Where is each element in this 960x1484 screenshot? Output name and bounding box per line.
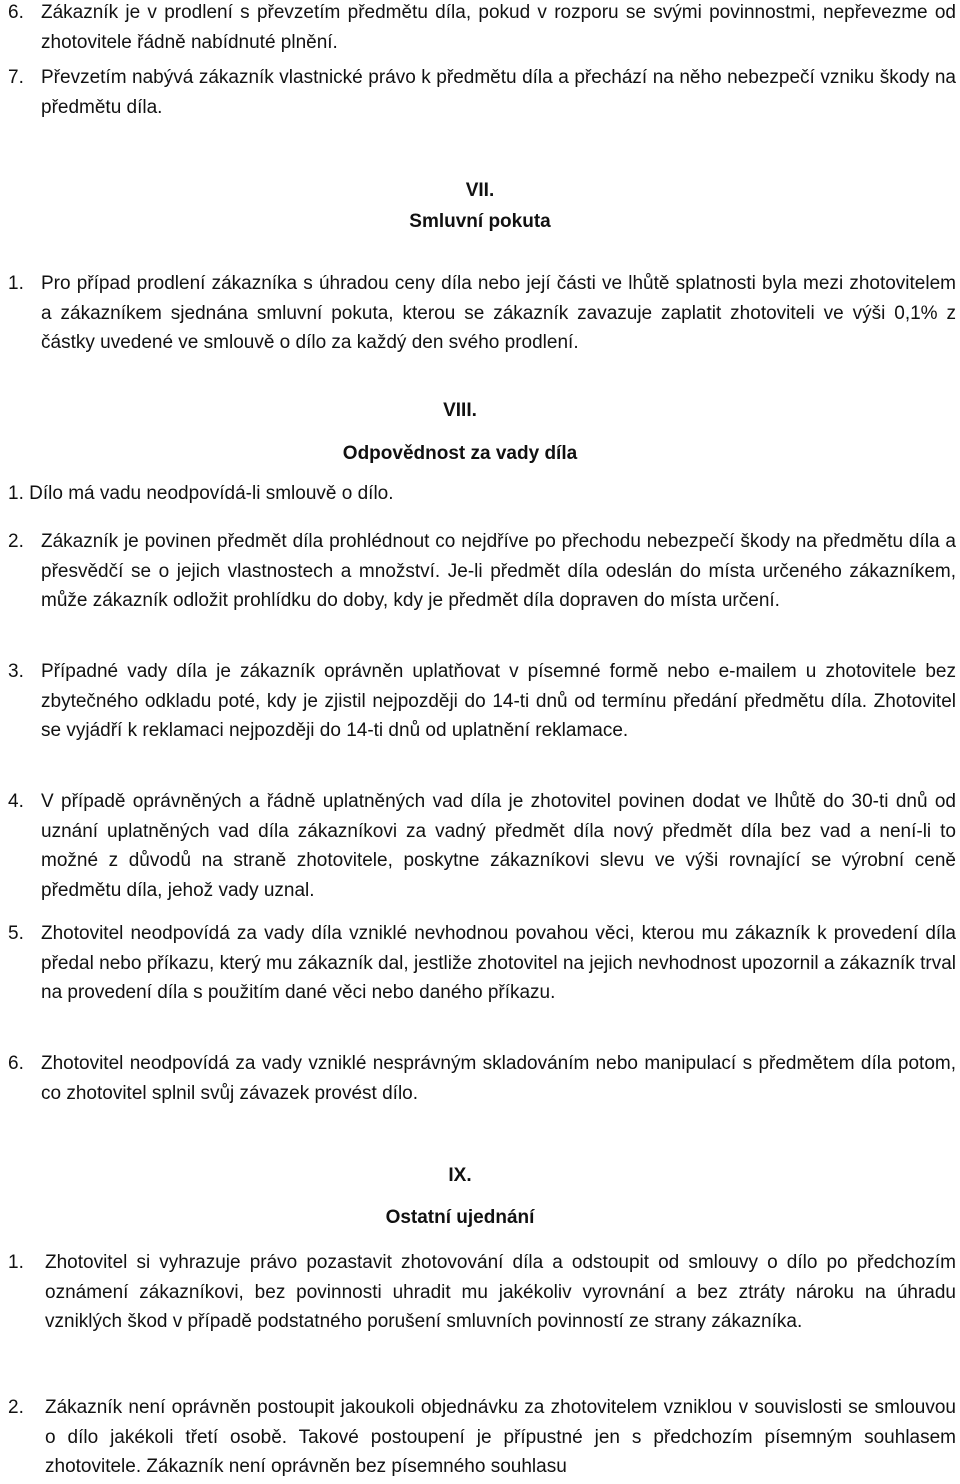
- section-number: VII.: [465, 180, 495, 201]
- item-number: 2.: [8, 1397, 24, 1418]
- list-item: [8, 919, 956, 1008]
- item-number: 6.: [8, 2, 24, 23]
- section-title: Odpovědnost za vady díla: [342, 443, 578, 464]
- section-number: IX.: [448, 1165, 472, 1186]
- list-item: [8, 1248, 956, 1337]
- item-number: 1.: [8, 273, 24, 294]
- list-item: [8, 483, 394, 505]
- item-number: 1.: [8, 483, 24, 504]
- list-item: [8, 527, 956, 616]
- item-number: 4.: [8, 791, 24, 812]
- list-item: [8, 1049, 956, 1108]
- item-text: Dílo má vadu neodpovídá-li smlouvě o dílo.: [29, 483, 394, 504]
- list-item: [8, 657, 956, 746]
- item-text: Pro případ prodlení zákazníka s úhradou ceny díla nebo její části ve lhůtě splatnosti byla mezi zhotovitelem a zákazníkem sjednána smluvní pokuta, kterou se zákazník zavazuje zaplatit zhotoviteli ve výši 0,1% z částky uvedené ve smlouvě o dílo za každý den svého prodlení.: [41, 273, 956, 353]
- item-text: Převzetím nabývá zákazník vlastnické právo k předmětu díla a přechází na něho nebezpečí vzniku škody na předmětu díla.: [41, 67, 956, 118]
- item-number: 2.: [8, 531, 24, 552]
- item-number: 5.: [8, 923, 24, 944]
- item-number: 6.: [8, 1053, 24, 1074]
- item-text: Případné vady díla je zákazník oprávněn uplatňovat v písemné formě nebo e-mailem u zhotovitele bez zbytečného odkladu poté, kdy je zjistil nejpozději do 14-ti dnů od termínu předání předmětu díla. Zhotovitel se vyjádří k reklamaci nejpozději do 14-ti dnů od uplatnění reklamace.: [41, 661, 956, 741]
- list-item: [8, 0, 956, 57]
- item-text: V případě oprávněných a řádně uplatněných vad díla je zhotovitel povinen dodat ve lhůtě do 30-ti dnů od uznání uplatněných vad díla zákazníkovi za vadný předmět díla nový předmět díla bez vad a není-li to možné z důvodů na straně zhotovitele, poskytne zákazníkovi slevu ve výši rovnající se výrobní ceně předmětu díla, jehož vady uznal.: [41, 791, 956, 901]
- list-item: [8, 1393, 956, 1482]
- item-text: Zhotovitel neodpovídá za vady díla vzniklé nevhodnou povahou věci, kterou mu zákazník k provedení díla předal nebo příkazu, který mu zákazník dal, jestliže zhotovitel na jejich nevhodnost upozornil a zákazník trval na provedení díla s použitím dané věci nebo daného příkazu.: [41, 923, 956, 1003]
- item-text: Zhotovitel si vyhrazuje právo pozastavit zhotovování díla a odstoupit od smlouvy o dílo po předchozím oznámení zákazníkovi, bez povinnosti uhradit mu jakékoliv vyrovnání a bez ztráty nároku na úhradu vzniklých škod v případě podstatného porušení smluvních povinností ze strany zákazníka.: [45, 1252, 956, 1332]
- item-text: Zhotovitel neodpovídá za vady vzniklé nesprávným skladováním nebo manipulací s předmětem díla potom, co zhotovitel splnil svůj závazek provést dílo.: [41, 1053, 956, 1104]
- item-text: Zákazník je v prodlení s převzetím předmětu díla, pokud v rozporu se svými povinnostmi, nepřevezme od zhotovitele řádně nabídnuté plnění.: [41, 2, 956, 53]
- list-item: [8, 269, 956, 358]
- section-title: Ostatní ujednání: [385, 1207, 535, 1228]
- item-number: 7.: [8, 67, 24, 88]
- list-item: [8, 787, 956, 905]
- item-text: Zákazník není oprávněn postoupit jakoukoli objednávku za zhotovitelem vzniklou v souvislosti se smlouvou o dílo jakékoli třetí osobě. Takové postoupení je přípustné jen s předchozím písemným souhlasem zhotovitele. Zákazník není oprávněn bez písemného souhlasu: [45, 1397, 956, 1477]
- list-item: [8, 63, 956, 122]
- item-text: Zákazník je povinen předmět díla prohlédnout co nejdříve po přechodu nebezpečí škody na předmětu díla a přesvědčí se o jejich vlastnostech a množství. Je-li předmět díla odeslán do místa určeného zákazníkem, může zákazník odložit prohlídku do doby, kdy je předmět díla dopraven do místa určení.: [41, 531, 956, 611]
- section-title: Smluvní pokuta: [409, 211, 551, 232]
- section-number: VIII.: [443, 400, 477, 421]
- item-number: 1.: [8, 1252, 24, 1273]
- item-number: 3.: [8, 661, 24, 682]
